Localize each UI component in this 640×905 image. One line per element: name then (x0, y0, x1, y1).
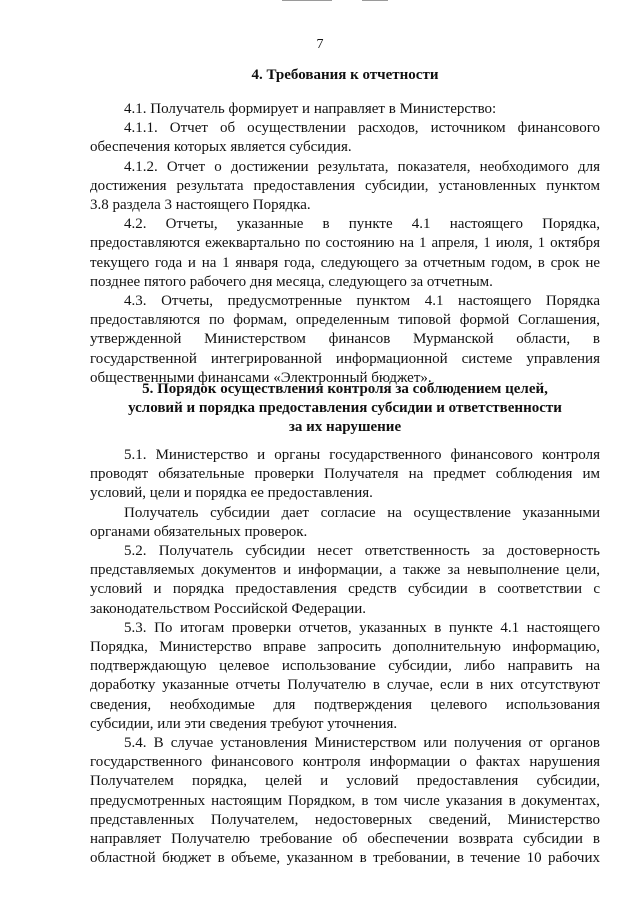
text-line: предоставляются по формам, определенным типовой формой Соглашения, (90, 312, 600, 329)
text-line: 5.2. Получатель субсидии несет ответственность за достоверность (124, 543, 600, 560)
text-line: текущего года и на 1 января года, следующего за отчетным годом, в срок не (90, 254, 600, 271)
text-line: 5.4. В случае установления Министерством или получения от органов (124, 735, 600, 752)
paragraph-5-1-consent (90, 504, 600, 542)
section-5-title (90, 380, 600, 437)
text-line: 4.3. Отчеты, предусмотренные пунктом 4.1 настоящего Порядка (124, 293, 600, 310)
paragraph-5-2 (90, 542, 600, 619)
text-line: 4.1.1. Отчет об осуществлении расходов, источником финансового (124, 120, 600, 137)
text-line: условий, цели и порядка ее предоставления. (90, 485, 373, 502)
text-line: Порядка, Министерство вправе запросить дополнительную информацию, (90, 639, 600, 656)
text-line: 4.1.2. Отчет о достижении результата, показателя, необходимого для (124, 158, 600, 175)
section-5-title-line: 5. Порядок осуществления контроля за соблюдением целей, (142, 381, 548, 397)
text-line: представляемых документов и информации, а также за невыполнение цели, (90, 562, 600, 579)
text-line: государственной интегрированной информационной системе управления (90, 350, 600, 367)
text-line: 5.3. По итогам проверки отчетов, указанных в пункте 4.1 настоящего (124, 619, 600, 636)
text-line: государственного финансового контроля информации о фактах нарушения (90, 754, 600, 771)
text-line: Получателем порядка, целей и условий предоставления субсидии, (90, 773, 600, 790)
paragraph-4-3 (90, 292, 600, 388)
text-line: сведения, необходимые для подтверждения целевого использования (90, 696, 600, 713)
text-line: областной бюджет в объеме, указанном в требовании, в течение 10 рабочих (90, 850, 600, 867)
text-line: утвержденной Министерством финансов Мурманской области, в (90, 331, 600, 348)
page-number: 7 (316, 37, 324, 52)
text-line: предоставляются ежеквартально по состоянию на 1 апреля, 1 июля, 1 октября (90, 235, 600, 252)
text-line: общественными финансами «Электронный бюджет». (90, 369, 432, 386)
text-line: предусмотренных настоящим Порядком, в том числе указания в документах, (90, 792, 600, 809)
text-line: 4.2. Отчеты, указанные в пункте 4.1 настоящего Порядка, (124, 216, 600, 233)
text-line: условий и порядка предоставления средств субсидии в соответствии с (90, 581, 600, 598)
paragraph-4-1-2 (90, 158, 600, 216)
text-line: направляет Получателю требование об обеспечении возврата субсидии в (90, 831, 600, 848)
paragraph-4-1-1 (90, 119, 600, 157)
text-line: представленных Получателем, недостоверных сведений, Министерство (90, 811, 600, 828)
text-line: 5.1. Министерство и органы государственного финансового контроля (124, 447, 600, 463)
text-line: доработку указанные отчеты Получателю в случае, если в них отсутствуют (90, 677, 600, 694)
section-5-title-line: условий и порядка предоставления субсидии и ответственности (128, 400, 562, 416)
text-line: достижения результата предоставления субсидии, установленных пунктом (90, 177, 600, 194)
text-line: подтверждающую целевое использование субсидии, либо направить на (90, 658, 600, 675)
text-line: Получатель субсидии дает согласие на осуществление указанными (124, 504, 600, 521)
paragraph-5-4 (90, 734, 600, 868)
text-line: законодательством Российской Федерации. (90, 600, 367, 617)
text-line: 4.1. Получатель формирует и направляет в Министерство: (124, 101, 497, 117)
section-4-body (90, 100, 600, 388)
text-line: органами обязательных проверок. (90, 523, 308, 540)
text-line: проводят обязательные проверки Получателя на предмет соблюдения им (90, 466, 600, 483)
text-line: 3.8 раздела 3 настоящего Порядка. (90, 197, 311, 214)
section-4-title: 4. Требования к отчетности (251, 67, 439, 83)
paragraph-4-1 (90, 100, 600, 119)
text-line: позднее пятого рабочего дня месяца, следующего за отчетным. (90, 273, 493, 290)
section-5-title-line: за их нарушение (288, 419, 402, 435)
section-5-body (90, 446, 600, 868)
paragraph-4-2 (90, 215, 600, 292)
paragraph-5-1 (90, 446, 600, 504)
text-line: обеспечения которых является субсидия. (90, 139, 352, 156)
paragraph-5-3 (90, 619, 600, 734)
text-line: субсидии, или эти сведения требуют уточнения. (90, 715, 398, 732)
